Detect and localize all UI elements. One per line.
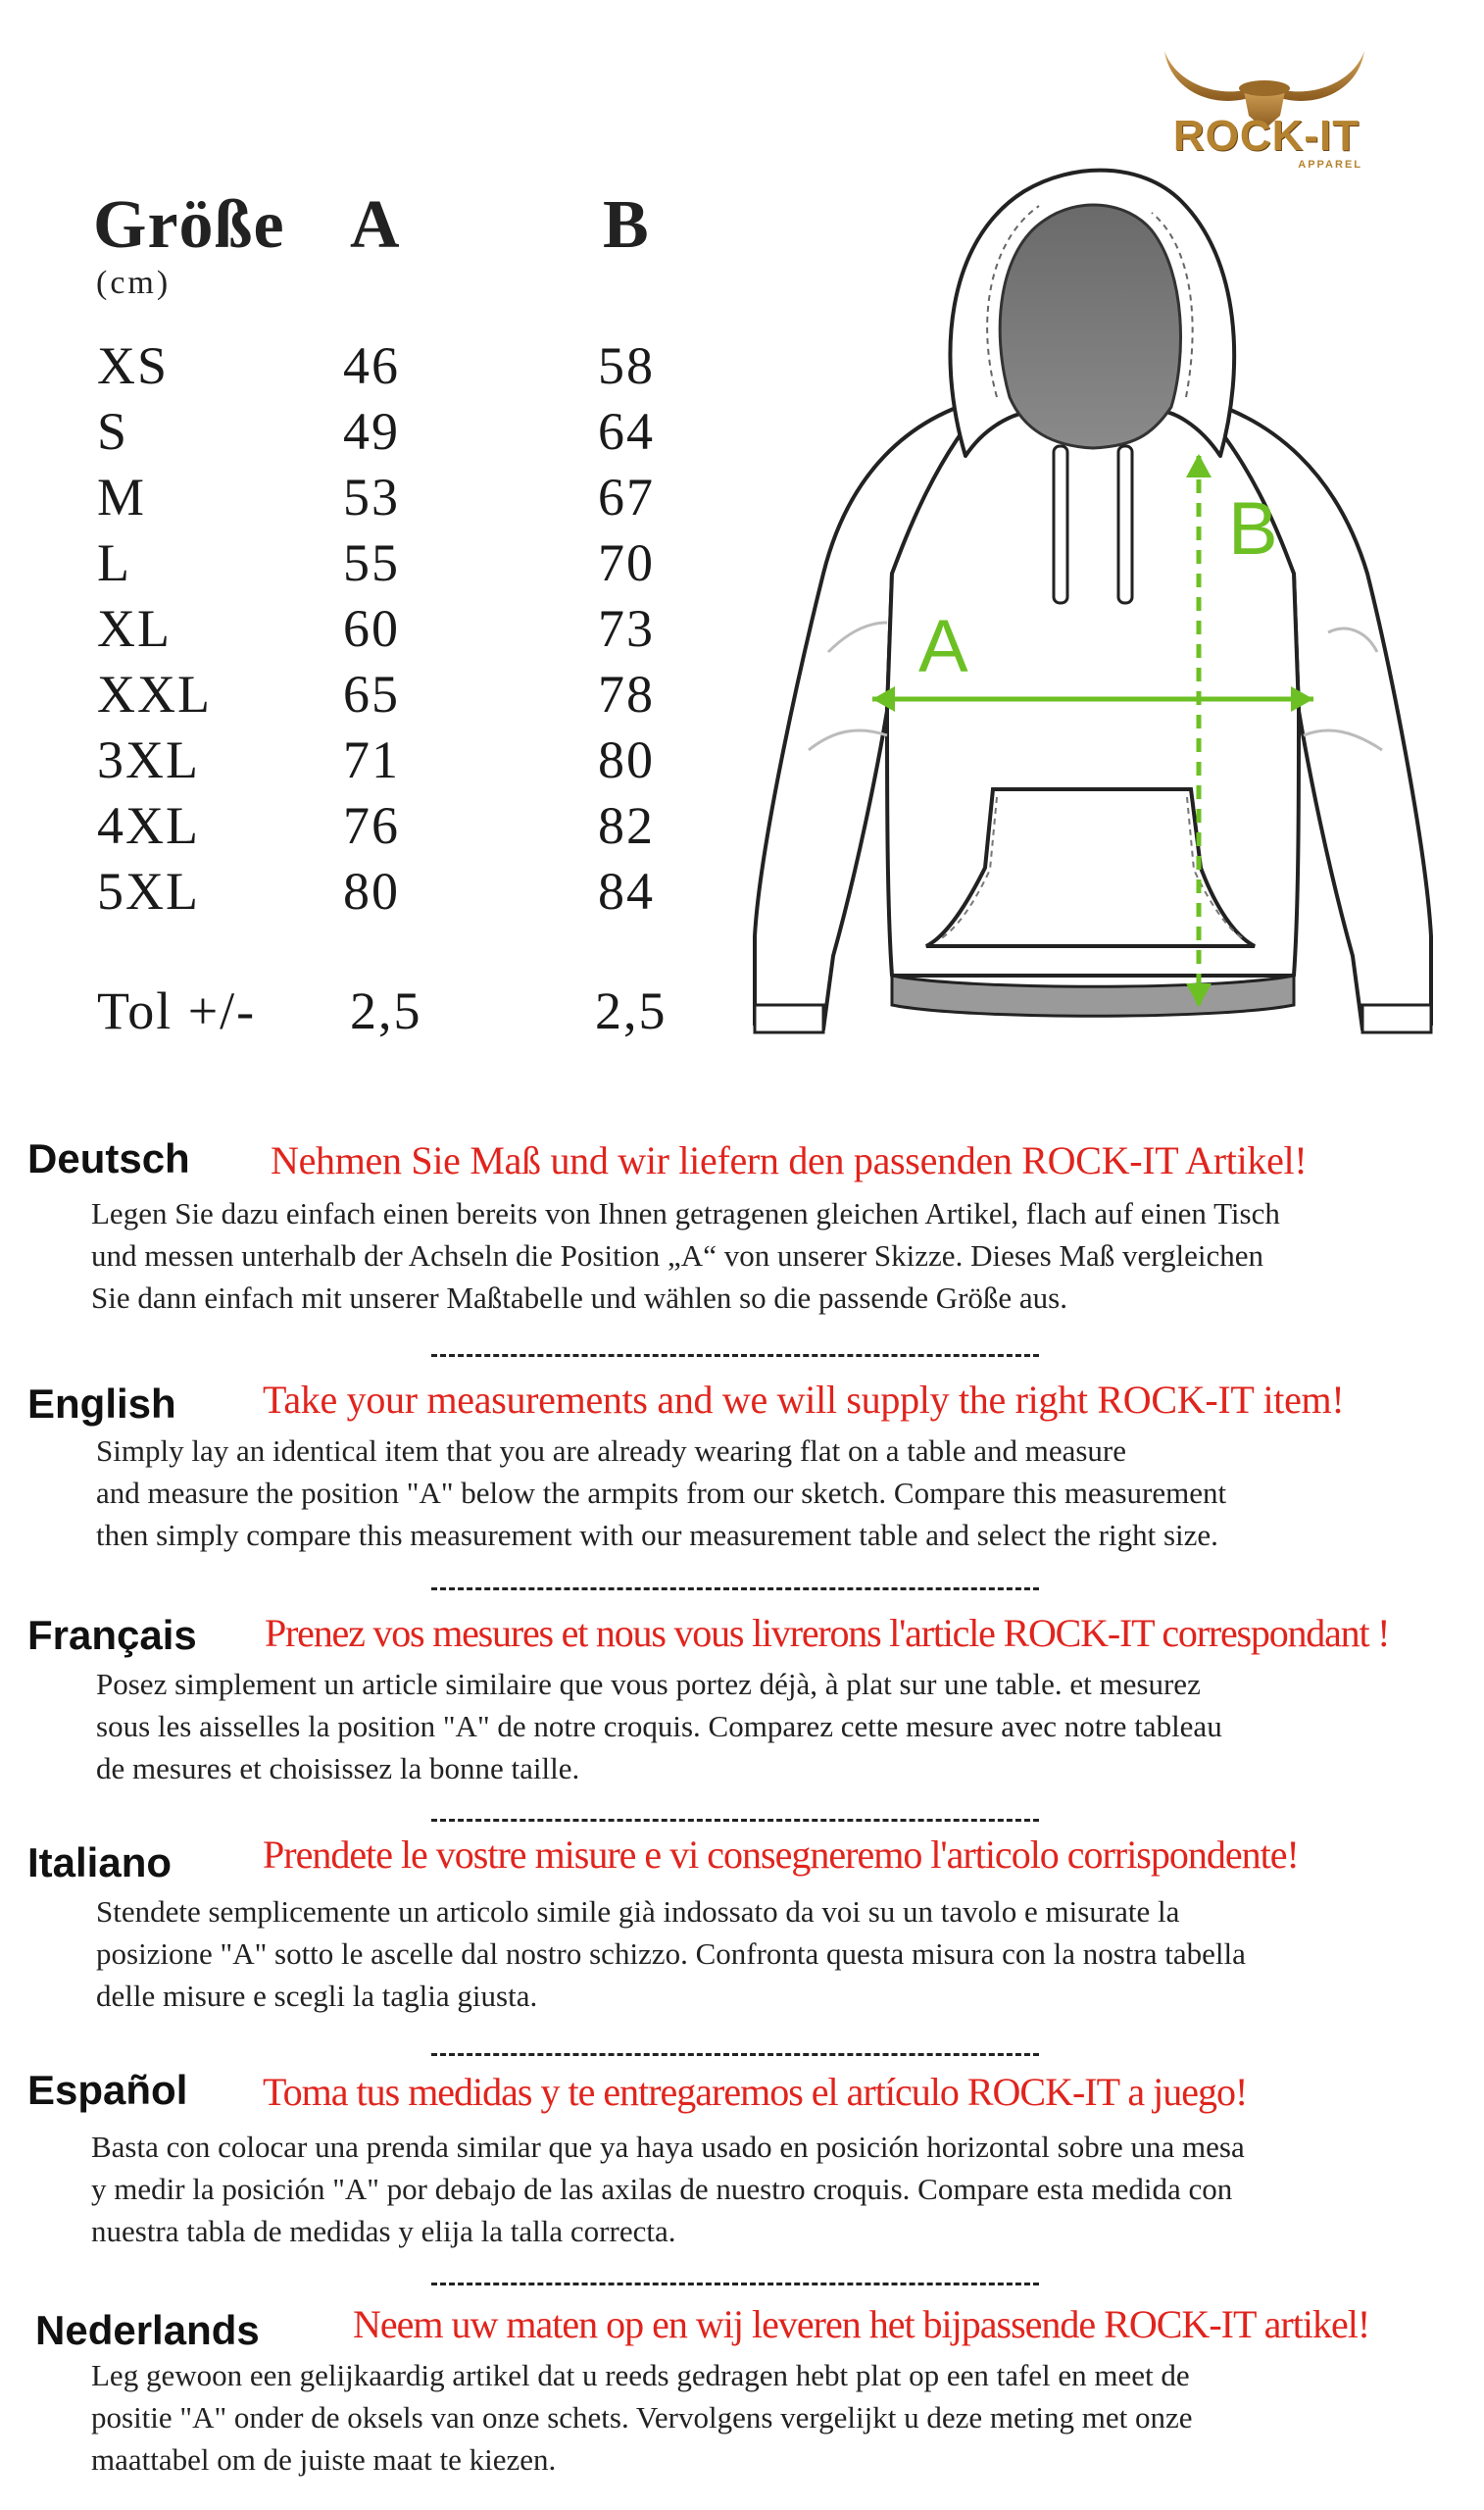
section-headline: Neem uw maten op en wij leveren het bijpassende ROCK-IT artikel! xyxy=(353,2302,1370,2346)
section-headline: Prendete le vostre misure e vi consegneremo l'articolo corrispondente! xyxy=(263,1832,1299,1877)
language-name: Deutsch xyxy=(27,1135,190,1181)
label-b: B xyxy=(1228,487,1278,571)
b-column-header: B xyxy=(603,187,650,263)
section-headline: Toma tus medidas y te entregaremos el artículo ROCK-IT a juego! xyxy=(263,2070,1248,2114)
size-cell: M xyxy=(97,468,147,527)
size-row xyxy=(93,467,730,526)
b-cell: 73 xyxy=(598,599,655,658)
rock-it-logo xyxy=(1147,39,1382,176)
body-line: Legen Sie dazu einfach einen bereits von Ihnen getragenen gleichen Artikel, flach auf einen Tisch xyxy=(91,1196,1280,1230)
section-body xyxy=(96,1663,1429,1789)
section-body xyxy=(91,2126,1424,2252)
size-cell: 3XL xyxy=(97,730,200,789)
section-divider xyxy=(431,1587,1039,1590)
tolerance-label: Tol +/- xyxy=(97,981,257,1040)
body-line: und messen unterhalb der Achseln die Position „A“ von unserer Skizze. Dieses Maß vergleichen xyxy=(91,1238,1264,1273)
body-line: posizione "A" sotto le ascelle dal nostro schizzo. Confronta questa misura con la nostra tabella xyxy=(96,1936,1246,1971)
b-cell: 82 xyxy=(598,796,655,855)
size-row xyxy=(93,335,730,394)
size-cell: XXL xyxy=(97,665,212,724)
size-row xyxy=(93,401,730,460)
language-name: Italiano xyxy=(27,1839,173,1885)
section-divider xyxy=(431,2283,1039,2285)
body-line: maattabel om de juiste maat te kiezen. xyxy=(91,2442,557,2477)
a-cell: 71 xyxy=(343,730,400,789)
hoodie-diagram xyxy=(740,162,1446,1054)
b-cell: 84 xyxy=(598,862,655,921)
size-row xyxy=(93,532,730,591)
body-line: positie "A" onder de oksels van onze schets. Vervolgens vergelijkt u deze meting met onze xyxy=(91,2400,1193,2435)
size-cell: L xyxy=(97,533,131,592)
section-headline: Nehmen Sie Maß und wir liefern den passenden ROCK-IT Artikel! xyxy=(271,1138,1308,1182)
body-line: then simply compare this measurement with our measurement table and select the right size. xyxy=(96,1518,1218,1552)
size-row xyxy=(93,729,730,788)
size-row xyxy=(93,861,730,920)
body-line: Simply lay an identical item that you are already wearing flat on a table and measure xyxy=(96,1433,1127,1468)
section-body xyxy=(96,1430,1429,1556)
body-line: nuestra tabla de medidas y elija la talla correcta. xyxy=(91,2214,676,2248)
logo-subtext: APPAREL xyxy=(1298,159,1362,171)
b-cell: 67 xyxy=(598,468,655,527)
size-cell: S xyxy=(97,402,129,461)
tolerance-row xyxy=(93,980,730,1039)
body-line: Leg gewoon een gelijkaardig artikel dat u reeds gedragen hebt plat op een tafel en meet de xyxy=(91,2358,1190,2392)
a-cell: 76 xyxy=(343,796,400,855)
logo-text: ROCK-IT xyxy=(1172,112,1360,160)
b-cell: 70 xyxy=(598,533,655,592)
tolerance-b: 2,5 xyxy=(595,981,668,1040)
a-cell: 49 xyxy=(343,402,400,461)
section-body xyxy=(91,2354,1424,2481)
body-line: Basta con colocar una prenda similar que ya haya usado en posición horizontal sobre una mesa xyxy=(91,2130,1245,2164)
size-row xyxy=(93,598,730,657)
body-line: y medir la posición "A" por debajo de las axilas de nuestro croquis. Compare esta medida con xyxy=(91,2172,1233,2206)
size-row xyxy=(93,664,730,723)
size-table xyxy=(93,186,730,1049)
language-name: Français xyxy=(27,1612,197,1658)
b-cell: 78 xyxy=(598,665,655,724)
b-cell: 58 xyxy=(598,336,655,395)
b-cell: 80 xyxy=(598,730,655,789)
language-name: English xyxy=(27,1380,176,1427)
section-divider xyxy=(431,2053,1039,2056)
a-cell: 55 xyxy=(343,533,400,592)
hoodie-illustration xyxy=(740,162,1446,1054)
tolerance-a: 2,5 xyxy=(350,981,422,1040)
a-cell: 80 xyxy=(343,862,400,921)
section-body xyxy=(91,1192,1424,1319)
a-cell: 60 xyxy=(343,599,400,658)
section-body xyxy=(96,1890,1429,2017)
section-headline: Take your measurements and we will supply the right ROCK-IT item! xyxy=(263,1378,1345,1422)
section-divider xyxy=(431,1819,1039,1822)
section-headline: Prenez vos mesures et nous vous livrerons l'article ROCK-IT correspondant ! xyxy=(265,1611,1390,1655)
body-line: sous les aisselles la position "A" de notre croquis. Comparez cette mesure avec notre tableau xyxy=(96,1709,1222,1743)
body-line: Sie dann einfach mit unserer Maßtabelle und wählen so die passende Größe aus. xyxy=(91,1280,1067,1315)
language-name: Nederlands xyxy=(35,2307,260,2353)
a-cell: 53 xyxy=(343,468,400,527)
size-column-header: Größe xyxy=(93,187,285,263)
size-row xyxy=(93,795,730,854)
a-cell: 46 xyxy=(343,336,400,395)
body-line: Stendete semplicemente un articolo simile già indossato da voi su un tavolo e misurate la xyxy=(96,1894,1180,1929)
a-cell: 65 xyxy=(343,665,400,724)
b-cell: 64 xyxy=(598,402,655,461)
size-cell: 4XL xyxy=(97,796,200,855)
a-column-header: A xyxy=(350,187,401,263)
body-line: Posez simplement un article similaire que vous portez déjà, à plat sur une table. et mesurez xyxy=(96,1667,1201,1701)
body-line: de mesures et choisissez la bonne taille. xyxy=(96,1751,580,1785)
label-a: A xyxy=(918,605,968,688)
size-cell: XS xyxy=(97,336,170,395)
unit-label: (cm) xyxy=(96,265,172,301)
body-line: delle misure e scegli la taglia giusta. xyxy=(96,1979,538,2013)
size-cell: XL xyxy=(97,599,172,658)
size-cell: 5XL xyxy=(97,862,200,921)
language-name: Español xyxy=(27,2067,188,2113)
section-divider xyxy=(431,1354,1039,1357)
body-line: and measure the position "A" below the armpits from our sketch. Compare this measurement xyxy=(96,1476,1227,1510)
